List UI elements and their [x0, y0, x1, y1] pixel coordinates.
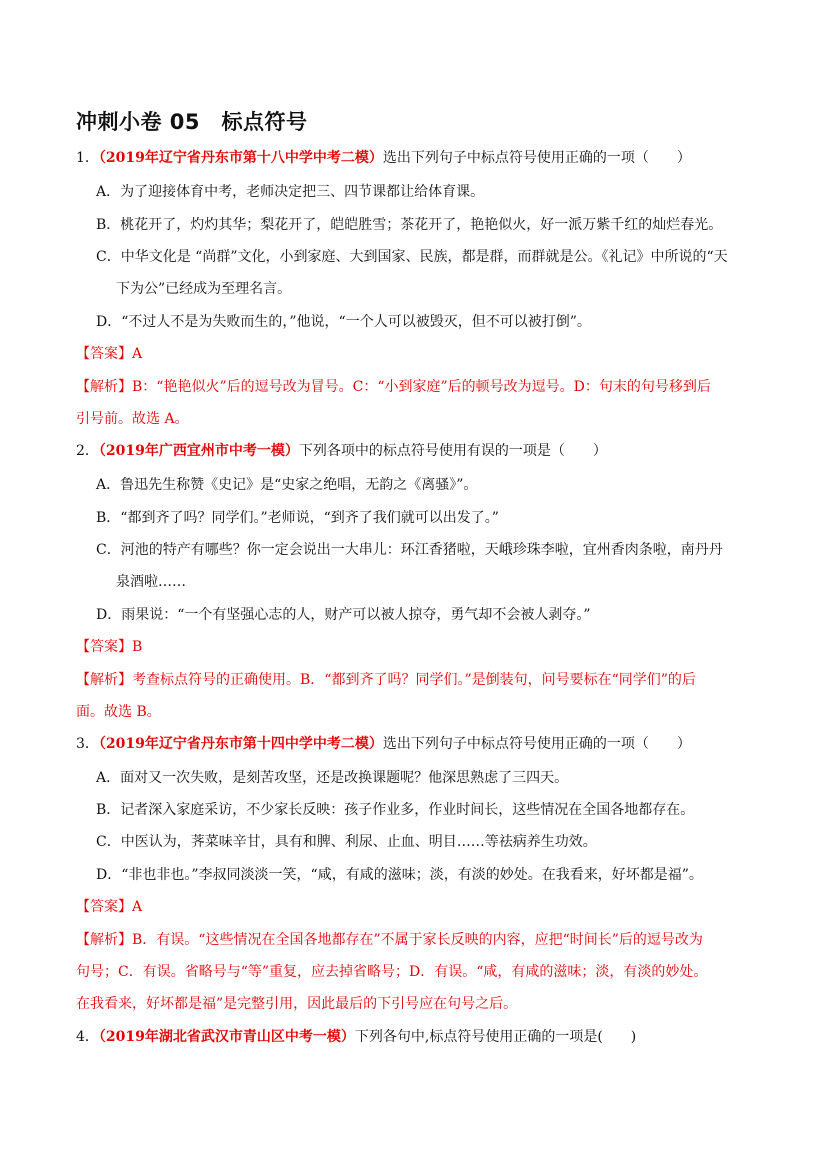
question-3-answer [76, 897, 142, 917]
question-3-option-a: A．面对又一次失败，是刻苦攻坚，还是改换课题呢？他深思熟虑了三四天。 [96, 770, 569, 786]
analysis-label: 【解析】 [76, 932, 132, 948]
question-1-option-a: A．为了迎接体育中考，老师决定把三、四节课都让给体育课。 [96, 184, 485, 200]
question-text: 选出下列句子中标点符号使用正确的一项（ ） [382, 150, 691, 166]
question-2-analysis [76, 670, 696, 690]
question-3-analysis-cont-1: 句号；C．有误。省略号与“等”重复，应去掉省略号；D．有误。“咸，有咸的滋味；淡，有淡的妙处。 [76, 964, 708, 980]
answer-value: B [132, 639, 143, 655]
analysis-label: 【解析】 [76, 379, 132, 395]
question-number: 2． [76, 443, 99, 459]
question-1-answer [76, 344, 142, 364]
question-1-option-c-cont: 下为公”已经成为至理名言。 [116, 281, 292, 297]
answer-label: 【答案】 [76, 346, 132, 362]
analysis-text: 考查标点符号的正确使用。B．“都到齐了吗？同学们。”是倒装句，问号要标在“同学们”的后 [132, 672, 696, 688]
analysis-label: 【解析】 [76, 672, 132, 688]
question-text: 选出下列句子中标点符号使用正确的一项（ ） [382, 736, 691, 752]
question-source: （2019年辽宁省丹东市第十四中学中考二模） [98, 736, 383, 752]
answer-label: 【答案】 [76, 639, 132, 655]
question-text: 下列各句中,标点符号使用正确的一项是( ) [354, 1029, 637, 1045]
question-number: 1． [76, 150, 99, 166]
question-number: 4． [76, 1029, 99, 1045]
question-4-stem [76, 1027, 636, 1047]
question-source: （2019年湖北省武汉市青山区中考一模） [98, 1029, 355, 1045]
question-2-option-c-cont: 泉酒啦…… [116, 574, 186, 590]
question-1-analysis [76, 377, 711, 397]
question-3-option-d: D．“非也非也。”李叔同淡淡一笑，“咸，有咸的滋味；淡，有淡的妙处。在我看来，好坏都是福”。 [96, 867, 703, 883]
question-source: （2019年辽宁省丹东市第十八中学中考二模） [98, 150, 383, 166]
question-3-stem [76, 734, 691, 754]
question-2-option-d: D．雨果说：“一个有坚强心志的人，财产可以被人掠夺，勇气却不会被人剥夺。” [96, 607, 591, 623]
question-3-analysis-cont-2: 在我看来，好坏都是福”是完整引用，因此最后的下引号应在句号之后。 [76, 996, 518, 1012]
question-3-option-b: B．记者深入家庭采访，不少家长反映：孩子作业多，作业时间长，这些情况在全国各地都存在。 [96, 802, 695, 818]
question-1-option-b: B．桃花开了，灼灼其华；梨花开了，皑皑胜雪；茶花开了，艳艳似火，好一派万紫千红的灿烂春光。 [96, 217, 723, 233]
question-3-option-c: C．中医认为，荠菜味辛甘，具有和脾、利尿、止血、明目……等祛病养生功效。 [96, 834, 597, 850]
analysis-text: B．有误。“这些情况在全国各地都存在”不属于家长反映的内容，应把“时间长”后的逗号改为 [132, 932, 703, 948]
question-1-stem [76, 148, 691, 168]
question-2-option-c: C．河池的特产有哪些？你一定会说出一大串儿：环江香猪啦，天峨珍珠李啦，宜州香肉条啦，南丹丹 [96, 542, 723, 558]
page-title: 冲刺小卷 05 标点符号 [76, 110, 308, 134]
question-1-analysis-cont: 引号前。故选 A。 [76, 411, 189, 427]
question-1-option-d: D．“不过人不是为失败而生的，”他说，“一个人可以被毁灭，但不可以被打倒”。 [96, 314, 591, 330]
question-3-analysis [76, 930, 703, 950]
answer-value: A [132, 346, 143, 362]
answer-value: A [132, 899, 143, 915]
question-1-option-c: C．中华文化是 “尚群”文化，小到家庭、大到国家、民族，都是群，而群就是公。《礼记》中所说的“天 [96, 249, 728, 265]
question-number: 3． [76, 736, 99, 752]
question-2-option-a: A．鲁迅先生称赞《史记》是“史家之绝唱，无韵之《离骚》”。 [96, 477, 478, 493]
question-source: （2019年广西宜州市中考一模） [98, 443, 299, 459]
question-2-answer [76, 637, 142, 657]
analysis-text: B：“艳艳似火”后的逗号改为冒号。C：“小到家庭”后的顿号改为逗号。D：句末的句号移到后 [132, 379, 711, 395]
question-2-stem [76, 441, 607, 461]
question-2-analysis-cont: 面。故选 B。 [76, 704, 161, 720]
question-2-option-b: B．“都到齐了吗？同学们。”老师说，“到齐了我们就可以出发了。” [96, 510, 499, 526]
answer-label: 【答案】 [76, 899, 132, 915]
question-text: 下列各项中的标点符号使用有误的一项是（ ） [298, 443, 607, 459]
